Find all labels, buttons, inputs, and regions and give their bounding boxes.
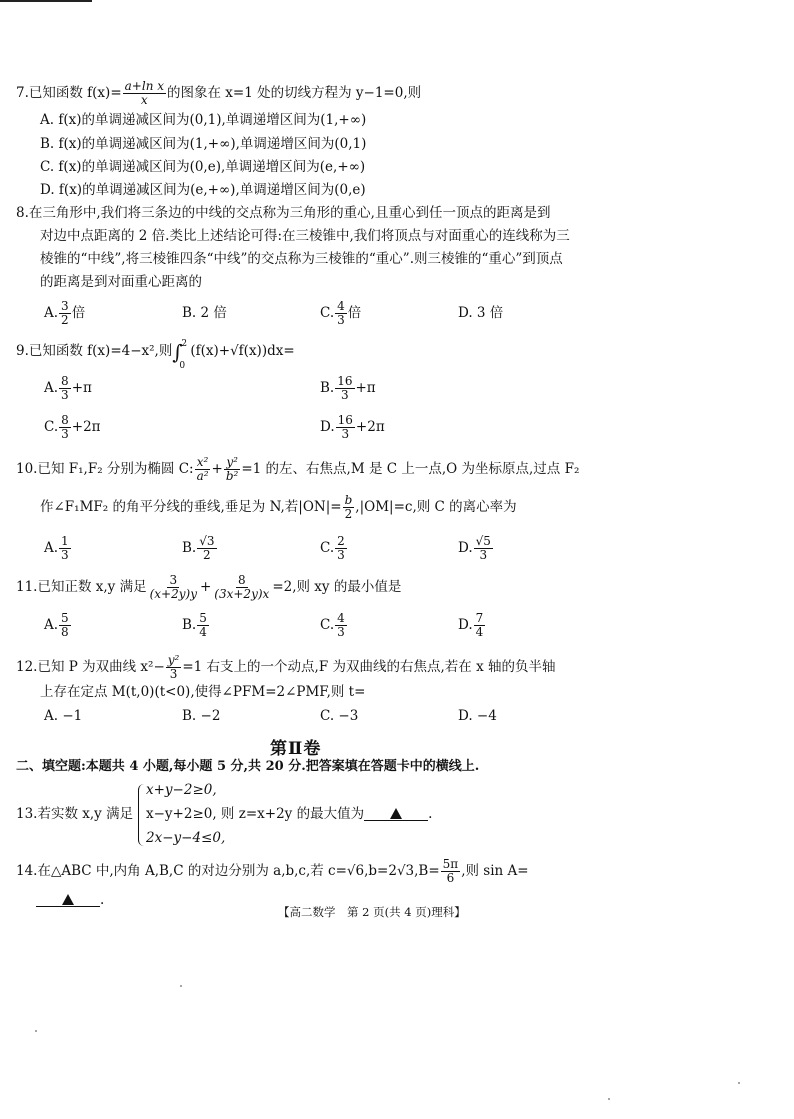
q11-option-a: A. $\frac{5}{8}$ [44,611,69,639]
q8-line-1: 8.在三角形中,我们将三条边的中线的交点称为三角形的重心,且重心到任一顶点的距离是到 [16,205,551,221]
q10-stem-line-2: 作∠F₁MF₂ 的角平分线的垂线,垂足为 N,若|ON|= $\frac{b}{2}$ ,|OM|=c,则 C 的离心率为 [40,493,517,521]
q8-option-c: C. $\frac{4}{3}$ 倍 [320,299,362,327]
q9-option-a: A. $\frac{8}{3}$ +π [44,374,92,402]
q8-option-b: B. 2 倍 [182,305,227,321]
q11-option-c: C. $\frac{4}{3}$ [320,611,345,639]
q12-option-b: B. −2 [182,708,221,724]
q11-option-b: B. $\frac{5}{4}$ [182,611,207,639]
q13-constraint-2: x−y+2≥0, 则 z=x+2y 的最大值为 . [146,806,433,822]
q9-option-c: C. $\frac{8}{3}$ +2π [44,413,101,441]
q11-stem: 11.已知正数 x,y 满足 $\frac{3}{(x+2y)y}$ + $\frac{8}{(3x+2y)x}$ =2,则 xy 的最小值是 [16,573,402,601]
q13-answer-blank [364,806,428,821]
q9-option-b: B. $\frac{16}{3}$ +π [320,374,376,402]
triangle-icon [390,808,402,819]
q7-frac-den: x [140,93,148,107]
scan-speck [35,1030,37,1032]
system-brace [138,784,145,846]
scan-speck [738,1082,740,1084]
q7-stem-b: 的图象在 x=1 处的切线方程为 y−1=0,则 [167,85,422,101]
q14-answer-blank [36,892,100,907]
page-footer: 【高二数学 第 2 页(共 4 页)理科】 [278,905,466,919]
q8-line-4: 的距离是到对面重心距离的 [40,274,202,290]
q7-fraction [123,80,166,107]
scan-speck [608,1098,610,1100]
q7-option-b: B. f(x)的单调递减区间为(1,+∞),单调递增区间为(0,1) [40,136,367,152]
q14-stem: 14.在△ABC 中,内角 A,B,C 的对边分别为 a,b,c,若 c=√6,b=2√3,B= $\frac{5\pi}{6}$ ,则 sin A= [16,857,529,885]
q10-option-c: C. $\frac{2}{3}$ [320,534,345,562]
q10-option-b: B. $\frac{√3}{2}$ [182,534,215,562]
scan-speck [180,985,182,987]
q8-line-2: 对边中点距离的 2 倍.类比上述结论可得:在三棱锥中,我们将顶点与对面重心的连线称为三 [40,228,570,244]
q14-answer-line: . [36,892,104,908]
q10-stem-line-1: 10.已知 F₁,F₂ 分别为椭圆 C: $\frac{\text{x²}}{\text{a²}}$ + $\frac{\text{y²}}{\text{b²}}$ =1 的左、右焦点,M 是 C 上一点,O 为坐标原点,过点 F₂ [16,455,580,483]
q13-constraint-1: x+y−2≥0, [146,782,217,798]
q12-option-d: D. −4 [458,708,497,724]
q8-option-d: D. 3 倍 [458,305,504,321]
q8-option-a: A. $\frac{3}{2}$ 倍 [44,299,86,327]
q7-option-a: A. f(x)的单调递减区间为(0,1),单调递增区间为(1,+∞) [40,112,367,128]
q13-constraint-3: 2x−y−4≤0, [146,830,226,846]
integral-sign: ∫ 2 0 [172,339,188,371]
q13-stem: 13.若实数 x,y 满足 [16,806,134,822]
q7-stem-a: 7.已知函数 f(x)= [16,85,122,101]
q12-option-a: A. −1 [44,708,83,724]
q12-stem-line-1: 12.已知 P 为双曲线 x²− $\frac{\text{y²}}{3}$ =1 右支上的一个动点,F 为双曲线的右焦点,若在 x 轴的负半轴 [16,653,556,681]
triangle-icon [62,894,74,905]
q11-option-d: D. $\frac{7}{4}$ [458,611,484,639]
q7-option-c: C. f(x)的单调递减区间为(0,e),单调递增区间为(e,+∞) [40,159,366,175]
q10-option-d: D. $\frac{√5}{3}$ [458,534,491,562]
q8-line-3: 棱锥的“中线”,将三棱锥四条“中线”的交点称为三棱锥的“重心”.则三棱锥的“重心”到顶点 [40,251,563,267]
q7-frac-num: a+ln x [124,79,164,93]
top-rule [0,0,92,2]
q9-stem: 9.已知函数 f(x)=4−x²,则∫ 2 0 (f(x)+√f(x))dx= [16,339,295,371]
q7-stem [16,80,421,107]
q12-option-c: C. −3 [320,708,359,724]
q9-option-d: D. $\frac{16}{3}$ +2π [320,413,385,441]
q12-stem-line-2: 上存在定点 M(t,0)(t<0),使得∠PFM=2∠PMF,则 t= [40,684,366,700]
q7-option-d: D. f(x)的单调递减区间为(e,+∞),单调递增区间为(0,e) [40,182,366,198]
fill-in-header: 二、填空题:本题共 4 小题,每小题 5 分,共 20 分.把答案填在答题卡中的横线上. [16,759,480,774]
q10-option-a: A. $\frac{1}{3}$ [44,534,69,562]
section-title: 第Ⅱ卷 [270,739,322,759]
